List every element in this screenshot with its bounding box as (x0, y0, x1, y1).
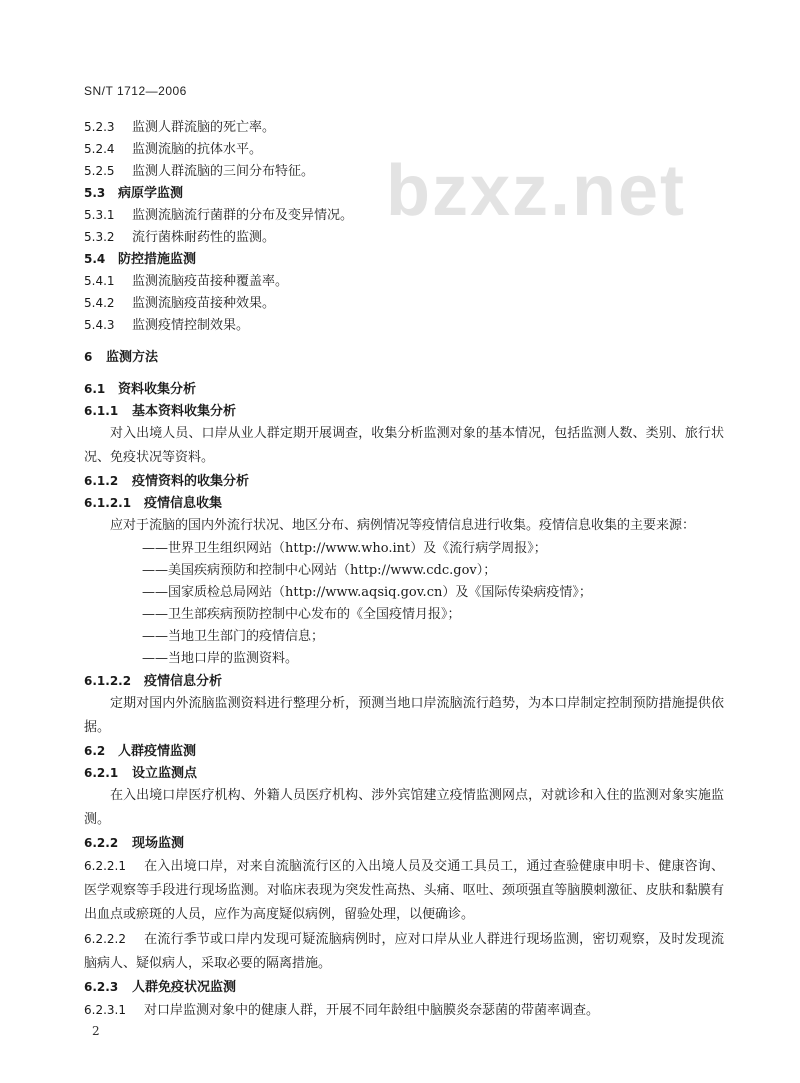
section-6-2-2-2-para (84, 927, 724, 976)
heading-text: 疫情信息分析 (144, 674, 223, 689)
source-item: ——世界卫生组织网站（http://www.who.int）及《流行病学周报》； (142, 541, 547, 556)
section-heading (84, 182, 724, 204)
section-6-1-1-body: 对入出境人员、口岸从业人群定期开展调查，收集分析监测对象的基本情况，包括监测人数、类别、旅行状况、免疫状况等资料。 (84, 426, 724, 465)
clause-number: 6.2.2.2 (84, 932, 126, 946)
section-6-1-2-heading (84, 470, 724, 492)
source-item: ——国家质检总局网站（http://www.aqsiq.gov.cn）及《国际传染病疫情》； (142, 585, 592, 600)
item-number: 5.2.5 (84, 164, 115, 178)
chapter-6-title (84, 346, 724, 368)
item-text: 流行菌株耐药性的监测。 (132, 230, 276, 245)
section-heading (84, 248, 724, 270)
item-number: 5.4 (84, 252, 106, 266)
list-item (84, 292, 724, 314)
heading-number: 6.1.2 (84, 474, 119, 488)
heading-number: 6.2 (84, 744, 106, 758)
list-item (84, 270, 724, 292)
heading-number: 6.1.2.1 (84, 496, 132, 510)
standard-code-header: SN/T 1712—2006 (84, 84, 187, 98)
heading-text: 基本资料收集分析 (132, 404, 237, 419)
heading-text: 资料收集分析 (118, 382, 197, 397)
heading-number: 6.1 (84, 382, 106, 396)
heading-number: 6.2.1 (84, 766, 119, 780)
chapter-title-text: 监测方法 (106, 350, 159, 365)
section-6-1-2-2-heading (84, 670, 724, 692)
heading-number: 6.1.2.2 (84, 674, 132, 688)
heading-text: 设立监测点 (132, 766, 198, 781)
item-text: 防控措施监测 (118, 252, 197, 267)
section-6-2-3-heading (84, 976, 724, 998)
clause-number: 6.2.3.1 (84, 1003, 126, 1017)
section-5-list (84, 116, 724, 336)
item-text: 病原学监测 (118, 186, 184, 201)
section-6-2-1-heading (84, 762, 724, 784)
item-text: 监测流脑疫苗接种覆盖率。 (132, 274, 289, 289)
item-text: 监测流脑疫苗接种效果。 (132, 296, 276, 311)
item-number: 5.2.3 (84, 120, 115, 134)
list-item (84, 138, 724, 160)
item-text: 监测流脑的抗体水平。 (132, 142, 263, 157)
source-item: ——当地口岸的监测资料。 (142, 651, 299, 666)
clause-text: 在入出境口岸，对来自流脑流行区的入出境人员及交通工具员工，通过查验健康申明卡、健康咨询、医学观察等手段进行现场监测。对临床表现为突发性高热、头痛、呕吐、颈项强直等脑膜刺激征、皮肤和黏膜有出血点或瘀斑的人员，应作为高度疑似病例，留验处理，以便确诊。 (84, 859, 724, 922)
heading-text: 人群疫情监测 (118, 744, 197, 759)
section-6-2-3-1-para (84, 998, 724, 1023)
item-text: 监测流脑流行菌群的分布及变异情况。 (132, 208, 354, 223)
source-item: ——卫生部疾病预防控制中心发布的《全国疫情月报》； (142, 607, 461, 622)
watermark: bzxz.net (386, 151, 687, 231)
item-number: 5.3.1 (84, 208, 115, 222)
list-item (84, 226, 724, 248)
item-number: 5.4.1 (84, 274, 115, 288)
heading-number: 6.1.1 (84, 404, 119, 418)
heading-number: 6.2.2 (84, 836, 119, 850)
section-6-1-1-heading (84, 400, 724, 422)
section-6-2-2-1-para (84, 854, 724, 927)
heading-text: 疫情资料的收集分析 (132, 474, 250, 489)
section-6-2-2-heading (84, 832, 724, 854)
chapter-number: 6 (84, 350, 93, 364)
item-number: 5.4.2 (84, 296, 115, 310)
list-item (84, 314, 724, 336)
section-6-1-2-2-body: 定期对国内外流脑监测资料进行整理分析，预测当地口岸流脑流行趋势，为本口岸制定控制预防措施提供依据。 (84, 696, 724, 735)
list-item (84, 160, 724, 182)
document-body (84, 116, 724, 1023)
heading-text: 疫情信息收集 (144, 496, 223, 511)
list-item (84, 204, 724, 226)
clause-number: 6.2.2.1 (84, 859, 126, 873)
clause-text: 在流行季节或口岸内发现可疑流脑病例时，应对口岸从业人群进行现场监测，密切观察，及时发现流脑病人、疑似病人，采取必要的隔离措施。 (84, 932, 724, 971)
item-number: 5.4.3 (84, 318, 115, 332)
list-item (84, 116, 724, 138)
source-item: ——美国疾病预防和控制中心网站（http://www.cdc.gov）； (142, 563, 497, 578)
item-number: 5.2.4 (84, 142, 115, 156)
section-6-1-2-1-body: 应对于流脑的国内外流行状况、地区分布、病例情况等疫情信息进行收集。疫情信息收集的主要来源： (110, 518, 696, 533)
section-6-1-2-1-heading (84, 492, 724, 514)
item-number: 5.3.2 (84, 230, 115, 244)
heading-text: 人群免疫状况监测 (132, 980, 237, 995)
heading-number: 6.2.3 (84, 980, 119, 994)
source-list (84, 538, 724, 670)
source-item: ——当地卫生部门的疫情信息； (142, 629, 325, 644)
item-text: 监测疫情控制效果。 (132, 318, 250, 333)
clause-text: 对口岸监测对象中的健康人群，开展不同年龄组中脑膜炎奈瑟菌的带菌率调查。 (144, 1003, 600, 1018)
item-text: 监测人群流脑的三间分布特征。 (132, 164, 315, 179)
section-6-1-heading (84, 378, 724, 400)
section-6-2-heading (84, 740, 724, 762)
item-number: 5.3 (84, 186, 106, 200)
item-text: 监测人群流脑的死亡率。 (132, 120, 276, 135)
section-6-2-1-body: 在入出境口岸医疗机构、外籍人员医疗机构、涉外宾馆建立疫情监测网点，对就诊和入住的监测对象实施监测。 (84, 788, 724, 827)
heading-text: 现场监测 (132, 836, 185, 851)
page-number: 2 (92, 1024, 100, 1038)
